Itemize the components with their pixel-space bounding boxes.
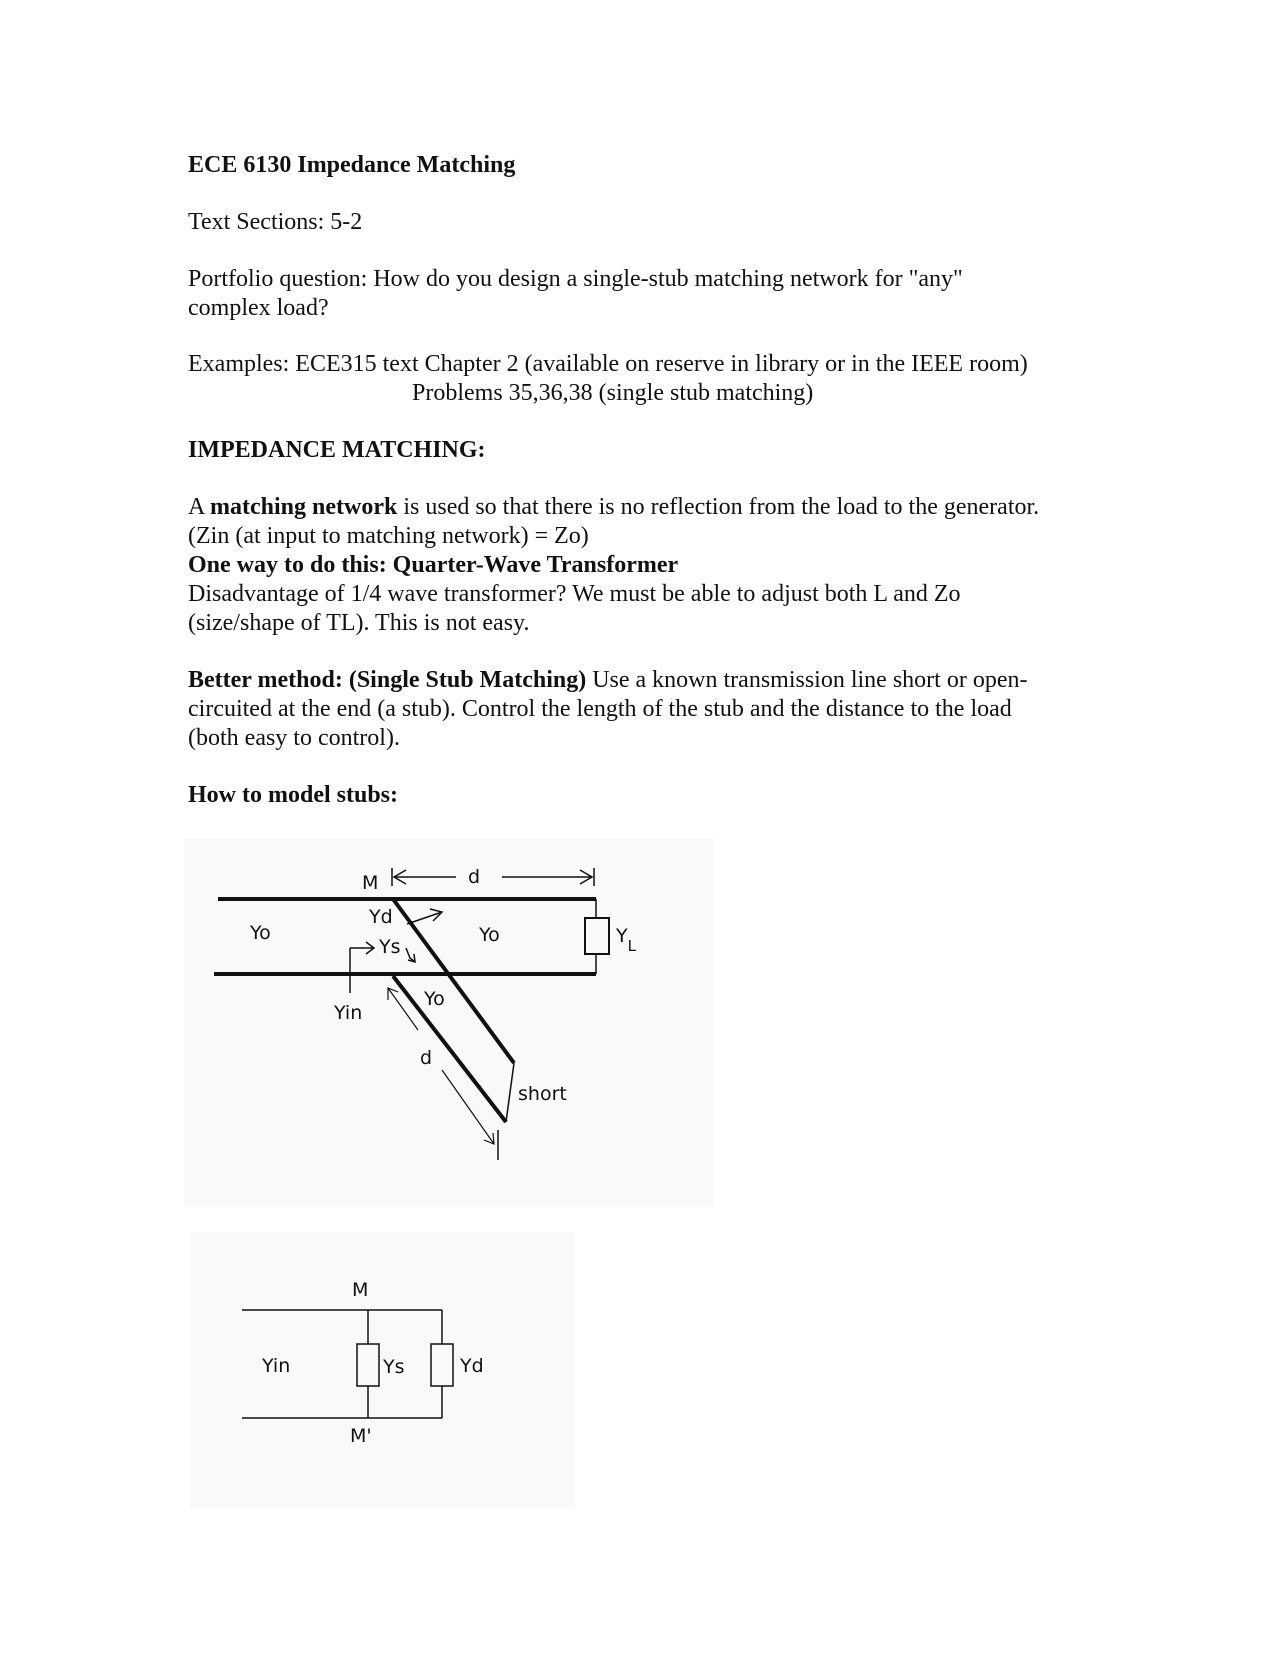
better-method-line3: (both easy to control). <box>188 725 400 751</box>
stub-d-arrow-upper <box>388 988 418 1030</box>
matching-pre: A <box>188 494 211 520</box>
matching-network-line1 <box>188 493 1039 522</box>
label-yl-main: Y <box>616 925 628 947</box>
matching-post: is used so that there is no reflection from the load to the generator. <box>397 494 1040 520</box>
label-yo-stub: Yo <box>424 988 445 1010</box>
circuit-label-yd: Yd <box>460 1355 484 1377</box>
better-method-label: Better method: (Single Stub Matching) <box>188 667 587 693</box>
stub-d-arrow-lower <box>442 1070 494 1144</box>
quarter-wave-heading: One way to do this: Quarter-Wave Transformer <box>188 552 679 578</box>
stub-diagram-svg <box>184 838 714 1206</box>
document-heading: ECE 6130 Impedance Matching <box>188 152 516 178</box>
load-box <box>585 918 609 954</box>
circuit-label-ys: Ys <box>383 1356 405 1378</box>
circuit-label-m: M <box>352 1279 369 1301</box>
stub-diagram-figure <box>184 838 714 1206</box>
label-d-stub: d <box>420 1047 433 1069</box>
label-yo-mid: Yo <box>479 924 500 946</box>
model-stubs-heading: How to model stubs: <box>188 782 399 808</box>
text-sections: Text Sections: 5-2 <box>188 209 363 235</box>
circuit-label-m-prime: M' <box>350 1425 372 1447</box>
label-yl-sub: L <box>627 937 636 955</box>
section-title: IMPEDANCE MATCHING: <box>188 437 486 463</box>
yd-box <box>431 1344 453 1386</box>
label-yl <box>615 925 637 955</box>
better-method-rest: Use a known transmission line short or open- <box>586 667 1028 693</box>
matching-network-line2: (Zin (at input to matching network) = Zo) <box>188 523 589 549</box>
stub-lower-conductor <box>393 976 506 1122</box>
matching-network-term: matching network <box>210 494 398 520</box>
portfolio-question-line1: Portfolio question: How do you design a single-stub matching network for "any" <box>188 266 963 292</box>
ys-box <box>357 1344 379 1386</box>
equivalent-circuit-figure <box>190 1232 574 1508</box>
equivalent-circuit-svg <box>190 1232 574 1508</box>
better-method-line2: circuited at the end (a stub). Control the length of the stub and the distance to the load <box>188 696 1012 722</box>
label-yd: Yd <box>369 906 393 928</box>
better-method-line1 <box>188 666 1027 695</box>
stub-short-circuit <box>506 1063 514 1122</box>
label-d-top: d <box>468 866 481 888</box>
label-yo-left: Yo <box>250 922 271 944</box>
examples-line2: Problems 35,36,38 (single stub matching) <box>412 380 814 406</box>
circuit-label-yin: Yin <box>262 1355 291 1377</box>
portfolio-question-line2: complex load? <box>188 295 329 321</box>
examples-line1: Examples: ECE315 text Chapter 2 (available on reserve in library or in the IEEE room) <box>188 351 1028 377</box>
label-short: short <box>518 1083 567 1105</box>
label-ys: Ys <box>379 936 401 958</box>
disadvantage-line2: (size/shape of TL). This is not easy. <box>188 610 530 636</box>
disadvantage-line1: Disadvantage of 1/4 wave transformer? We must be able to adjust both L and Zo <box>188 581 961 607</box>
label-m: M <box>362 872 379 894</box>
label-yin: Yin <box>334 1002 363 1024</box>
